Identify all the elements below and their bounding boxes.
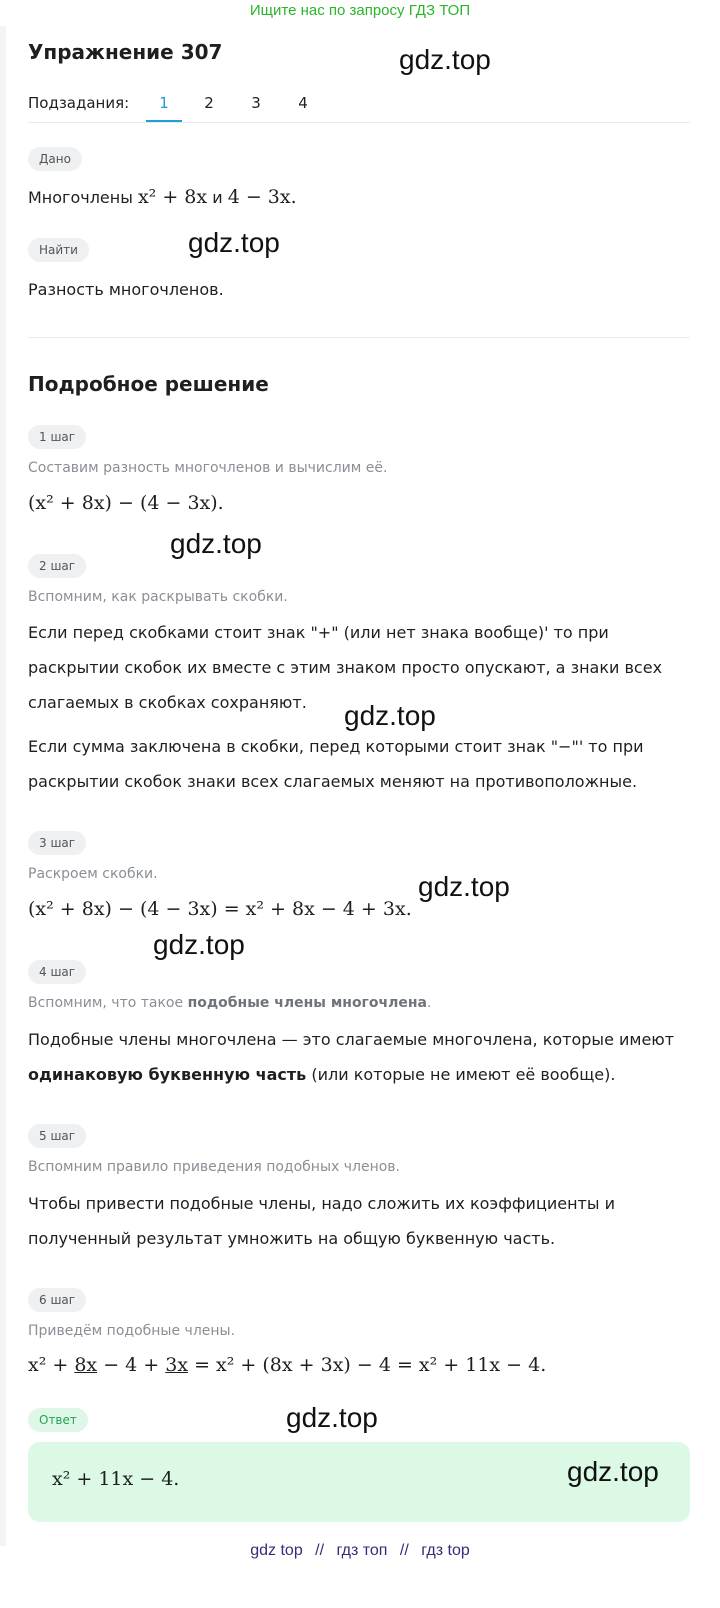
step-2-paragraph-1: Если перед скобками стоит знак "+" (или нет знака вообще)' то при раскрытии скобок их вместе с этим знаком просто опускают, а знаки всех слагаемых в скобках сохраняют. xyxy=(28,623,663,712)
given-pill: Дано xyxy=(28,147,82,171)
solution-title: Подробное решение xyxy=(28,372,269,396)
step-4-hint: Вспомним, что такое подобные члены многочлена. xyxy=(28,995,432,1011)
step-2-paragraph-2: Если сумма заключена в скобки, перед которыми стоит знак "−"' то при раскрытии скобок знаки всех слагаемых меняют на противоположные. xyxy=(28,737,644,791)
watermark: gdz.top xyxy=(170,528,262,559)
footer-separator: // xyxy=(399,1542,409,1559)
tab-subtask-1[interactable]: 1 xyxy=(159,94,169,112)
step-5-paragraph: Чтобы привести подобные члены, надо сложить их коэффициенты и полученный результат умножить на общую буквенную часть. xyxy=(28,1194,615,1248)
watermark: gdz.top xyxy=(567,1456,659,1487)
search-banner[interactable]: Ищите нас по запросу ГДЗ ТОП xyxy=(249,2,471,19)
answer-math: x² + 11x − 4. xyxy=(52,1468,180,1490)
step-1-hint: Составим разность многочленов и вычислим её. xyxy=(28,460,388,476)
step-4-pill: 4 шаг xyxy=(28,960,86,984)
step-6-math: x² + 8x − 4 + 3x = x² + (8x + 3x) − 4 = x² + 11x − 4. xyxy=(28,1354,547,1376)
step-4-hint-bold: подобные члены многочлена xyxy=(187,995,427,1011)
step-6-hint: Приведём подобные члены. xyxy=(28,1323,236,1339)
step-1-math: (x² + 8x) − (4 − 3x). xyxy=(28,492,224,514)
step-2-hint: Вспомним, как раскрывать скобки. xyxy=(28,589,288,605)
page-title: Упражнение 307 xyxy=(28,40,223,64)
step-4-paragraph-bold: одинаковую буквенную часть xyxy=(28,1065,307,1084)
step-4-paragraph: Подобные члены многочлена — это слагаемые многочлена, которые имеют одинаковую буквенную часть (или которые не имеют её вообще). xyxy=(28,1030,675,1084)
subtasks-label: Подзадания: xyxy=(28,94,130,112)
find-pill: Найти xyxy=(28,238,89,262)
step-5-pill: 5 шаг xyxy=(28,1124,86,1148)
given-poly1: x² + 8x xyxy=(137,186,208,208)
watermark: gdz.top xyxy=(188,227,280,258)
footer-link-3[interactable]: гдз top xyxy=(421,1542,470,1559)
divider xyxy=(28,337,690,338)
step-2-pill: 2 шаг xyxy=(28,554,86,578)
watermark: gdz.top xyxy=(418,871,510,902)
answer-box xyxy=(28,1442,690,1522)
answer-pill: Ответ xyxy=(28,1408,88,1432)
tab-subtask-4[interactable]: 4 xyxy=(298,94,308,112)
step-3-math: (x² + 8x) − (4 − 3x) = x² + 8x − 4 + 3x. xyxy=(28,898,412,920)
left-rail xyxy=(0,26,6,1546)
watermark: gdz.top xyxy=(399,44,491,75)
footer-link-1[interactable]: gdz top xyxy=(250,1542,303,1559)
find-text: Разность многочленов. xyxy=(28,280,224,299)
tab-subtask-3[interactable]: 3 xyxy=(251,94,261,112)
watermark: gdz.top xyxy=(286,1402,378,1433)
step-1-pill: 1 шаг xyxy=(28,425,86,449)
watermark: gdz.top xyxy=(344,700,436,731)
step-5-hint: Вспомним правило приведения подобных членов. xyxy=(28,1159,400,1175)
step-3-pill: 3 шаг xyxy=(28,831,86,855)
given-poly2: 4 − 3x. xyxy=(227,186,297,208)
tab-subtask-2[interactable]: 2 xyxy=(204,94,214,112)
divider xyxy=(28,122,690,123)
watermark: gdz.top xyxy=(153,929,245,960)
footer-link-2[interactable]: гдз топ xyxy=(336,1542,388,1559)
footer-links xyxy=(0,1542,720,1560)
step-6-pill: 6 шаг xyxy=(28,1288,86,1312)
given-text: Многочлены x² + 8x и 4 − 3x. xyxy=(28,186,297,208)
step-3-hint: Раскроем скобки. xyxy=(28,866,158,882)
footer-separator: // xyxy=(315,1542,325,1559)
